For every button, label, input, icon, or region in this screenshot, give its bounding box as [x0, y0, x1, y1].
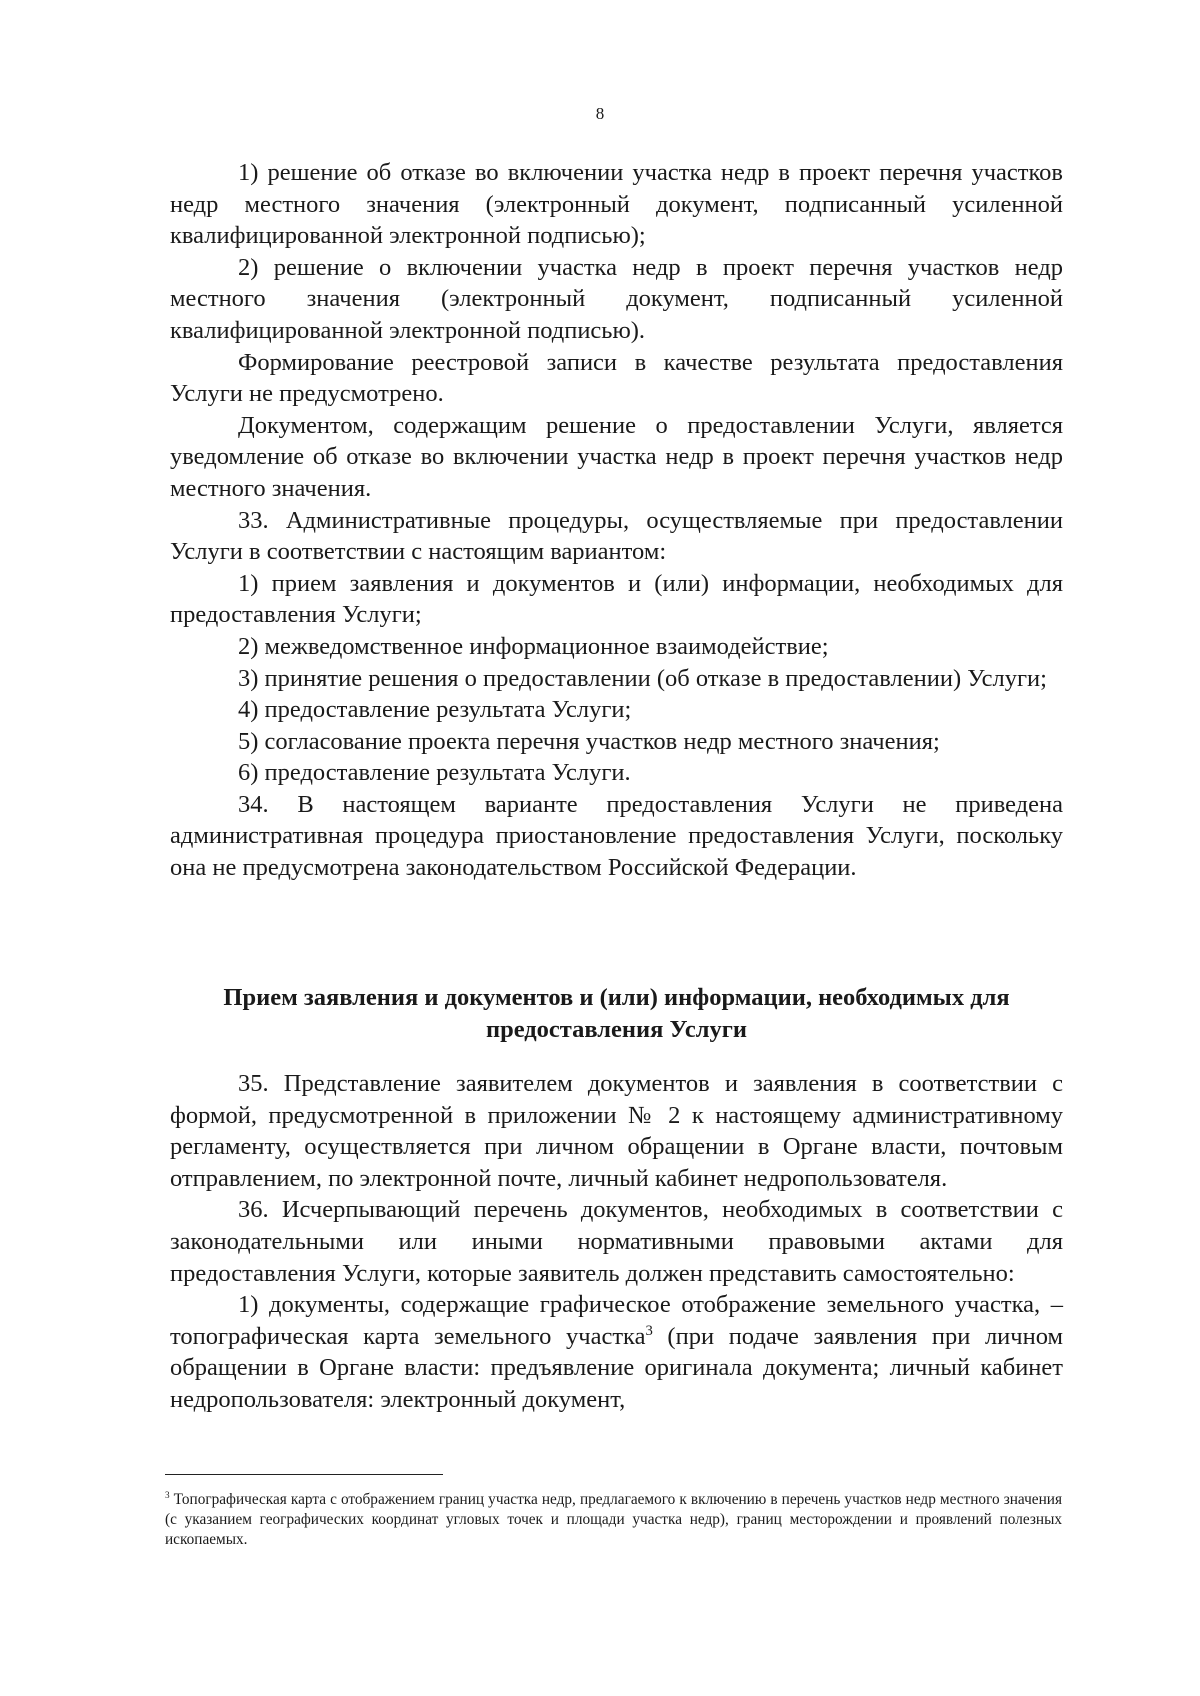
body-text-upper	[170, 157, 1063, 884]
paragraph: 3) принятие решения о предоставлении (об отказе в предоставлении) Услуги;	[238, 664, 1047, 692]
paragraph: 1) решение об отказе во включении участка недр в проект перечня участков недр местного значения (электронный документ, подписанный усиленной квалифицированной электронной подписью);	[170, 159, 1063, 250]
paragraph-text: 1) документы, содержащие графическое отображение земельного участка, – топографическая карта земельного участка	[170, 1291, 1063, 1350]
paragraph: Формирование реестровой записи в качестве результата предоставления Услуги не предусмотрено.	[170, 348, 1063, 408]
paragraph: 4) предоставление результата Услуги;	[238, 696, 632, 724]
paragraph: 2) межведомственное информационное взаимодействие;	[238, 632, 829, 660]
page-number: 8	[595, 104, 605, 123]
section-heading: Прием заявления и документов и (или) информации, необходимых для предоставления Услуги	[223, 984, 1010, 1043]
footnote-mark: 3	[165, 1489, 170, 1500]
paragraph: 1) прием заявления и документов и (или) информации, необходимых для предоставления Услуги;	[170, 569, 1063, 629]
paragraph-with-footnote-ref	[170, 1289, 1063, 1415]
paragraph: 36. Исчерпывающий перечень документов, необходимых в соответствии с законодательными или иными нормативными правовыми актами для предоставления Услуги, которые заявитель должен представить самостоятельно:	[170, 1196, 1063, 1287]
paragraph: 5) согласование проекта перечня участков недр местного значения;	[238, 727, 940, 755]
paragraph: 33. Административные процедуры, осуществляемые при предоставлении Услуги в соответствии с настоящим вариантом:	[170, 506, 1063, 566]
paragraph: 35. Представление заявителем документов и заявления в соответствии с формой, предусмотренной в приложении № 2 к настоящему административному регламенту, осуществляется при личном обращении в Органе власти, почтовым отправлением, по электронной почте, личный кабинет недропользователя.	[170, 1070, 1063, 1192]
paragraph: 2) решение о включении участка недр в проект перечня участков недр местного значения (электронный документ, подписанный усиленной квалифицированной электронной подписью).	[170, 253, 1063, 344]
paragraph: 34. В настоящем варианте предоставления Услуги не приведена административная процедура приостановление предоставления Услуги, поскольку она не предусмотрена законодательством Российской Федерации.	[170, 790, 1063, 882]
footnote-reference: 3	[645, 1322, 653, 1339]
footnote	[165, 1490, 1062, 1550]
paragraph-text: (при подаче заявления при личном обращении в Органе власти: предъявление оригинала документа; личный кабинет недропользователя: электронный документ,	[170, 1322, 1064, 1413]
paragraph: 6) предоставление результата Услуги.	[238, 759, 631, 787]
paragraph: Документом, содержащим решение о предоставлении Услуги, является уведомление об отказе во включении участка недр в проект перечня участков недр местного значения.	[170, 411, 1063, 502]
body-text-lower	[170, 1068, 1063, 1416]
footnote-text: Топографическая карта с отображением границ участка недр, предлагаемого к включению в перечень участков недр местного значения (с указанием географических координат угловых точек и площади участка недр), границ месторождении и проявлений полезных ископаемых.	[165, 1491, 1062, 1548]
footnote-separator	[165, 1474, 443, 1475]
